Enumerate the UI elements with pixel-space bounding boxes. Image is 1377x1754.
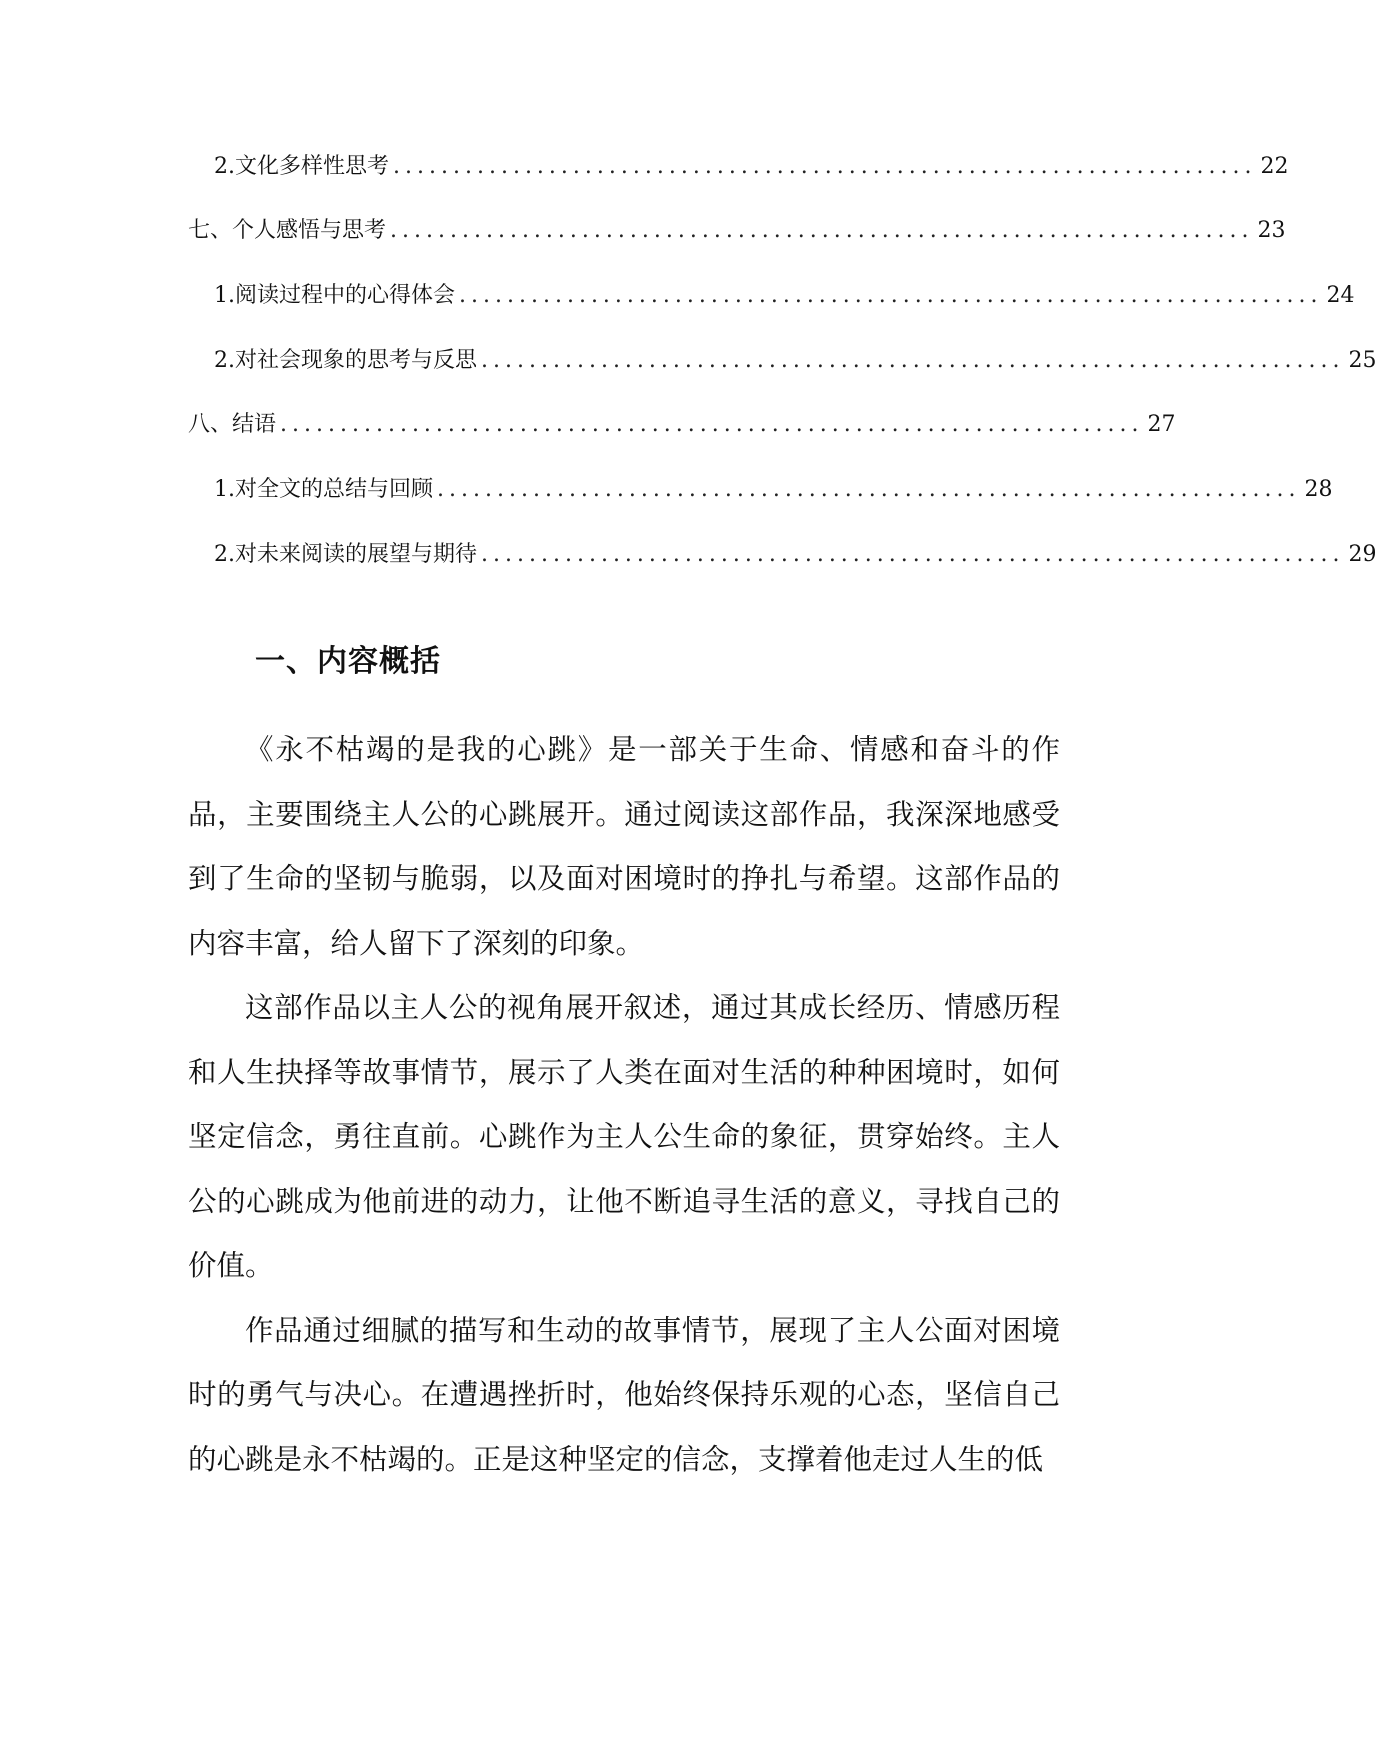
toc-entry-page: 27 [1147, 412, 1176, 437]
toc-entry[interactable] [214, 346, 1377, 376]
toc-entry-number: 2. [214, 348, 235, 373]
section-heading: 一、内容概括 [255, 644, 441, 679]
toc-entry-page: 29 [1348, 542, 1377, 567]
toc-entry[interactable] [214, 281, 1355, 311]
toc-entry-number: 1. [214, 283, 235, 308]
body-paragraph: 《永不枯竭的是我的心跳》是一部关于生命、情感和奋斗的作品，主要围绕主人公的心跳展开。通过阅读这部作品，我深深地感受到了生命的坚韧与脆弱，以及面对困境时的挣扎与希望。这部作品的内容丰富，给人留下了深刻的印象。 [188, 733, 1060, 960]
toc-entry-title: 八、结语 [188, 412, 277, 437]
toc-entry-number: 2. [214, 154, 235, 179]
body-paragraph: 作品通过细腻的描写和生动的故事情节，展现了主人公面对困境时的勇气与决心。在遭遇挫折时，他始终保持乐观的心态，坚信自己的心跳是永不枯竭的。正是这种坚定的信念，支撑着他走过人生的低 [188, 1313, 1060, 1476]
toc-entry[interactable] [214, 152, 1289, 182]
toc-entry-page: 24 [1326, 283, 1355, 308]
toc-leader-dots: ........................................................................ [481, 542, 1345, 567]
toc-entry[interactable] [214, 475, 1333, 505]
toc-entry-number: 2. [214, 542, 235, 567]
toc-entry[interactable] [188, 410, 1176, 440]
toc-entry[interactable] [214, 540, 1377, 570]
toc-leader-dots: ........................................................................ [393, 154, 1257, 179]
toc-entry-title: 阅读过程中的心得体会 [235, 283, 456, 308]
toc-entry-title: 对未来阅读的展望与期待 [235, 542, 478, 567]
body-paragraph: 这部作品以主人公的视角展开叙述，通过其成长经历、情感历程和人生抉择等故事情节，展示了人类在面对生活的种种困境时，如何坚定信念，勇往直前。心跳作为主人公生命的象征，贯穿始终。主人公的心跳成为他前进的动力，让他不断追寻生活的意义，寻找自己的价值。 [188, 991, 1060, 1282]
toc-entry-page: 23 [1257, 218, 1286, 243]
toc-leader-dots: ........................................................................ [390, 218, 1254, 243]
toc-leader-dots: ........................................................................ [437, 477, 1301, 502]
toc-leader-dots: ........................................................................ [481, 348, 1345, 373]
toc-entry-title: 对全文的总结与回顾 [235, 477, 434, 502]
toc-leader-dots: ........................................................................ [280, 412, 1144, 437]
section-body [188, 718, 1060, 1492]
toc-entry-page: 28 [1304, 477, 1333, 502]
toc-entry-number: 1. [214, 477, 235, 502]
toc-leader-dots: ........................................................................ [459, 283, 1323, 308]
toc-entry-title: 七、个人感悟与思考 [188, 218, 387, 243]
toc-entry-page: 25 [1348, 348, 1377, 373]
toc-entry-page: 22 [1260, 154, 1289, 179]
toc-entry-title: 对社会现象的思考与反思 [235, 348, 478, 373]
toc-entry[interactable] [188, 216, 1286, 246]
toc-entry-title: 文化多样性思考 [235, 154, 390, 179]
